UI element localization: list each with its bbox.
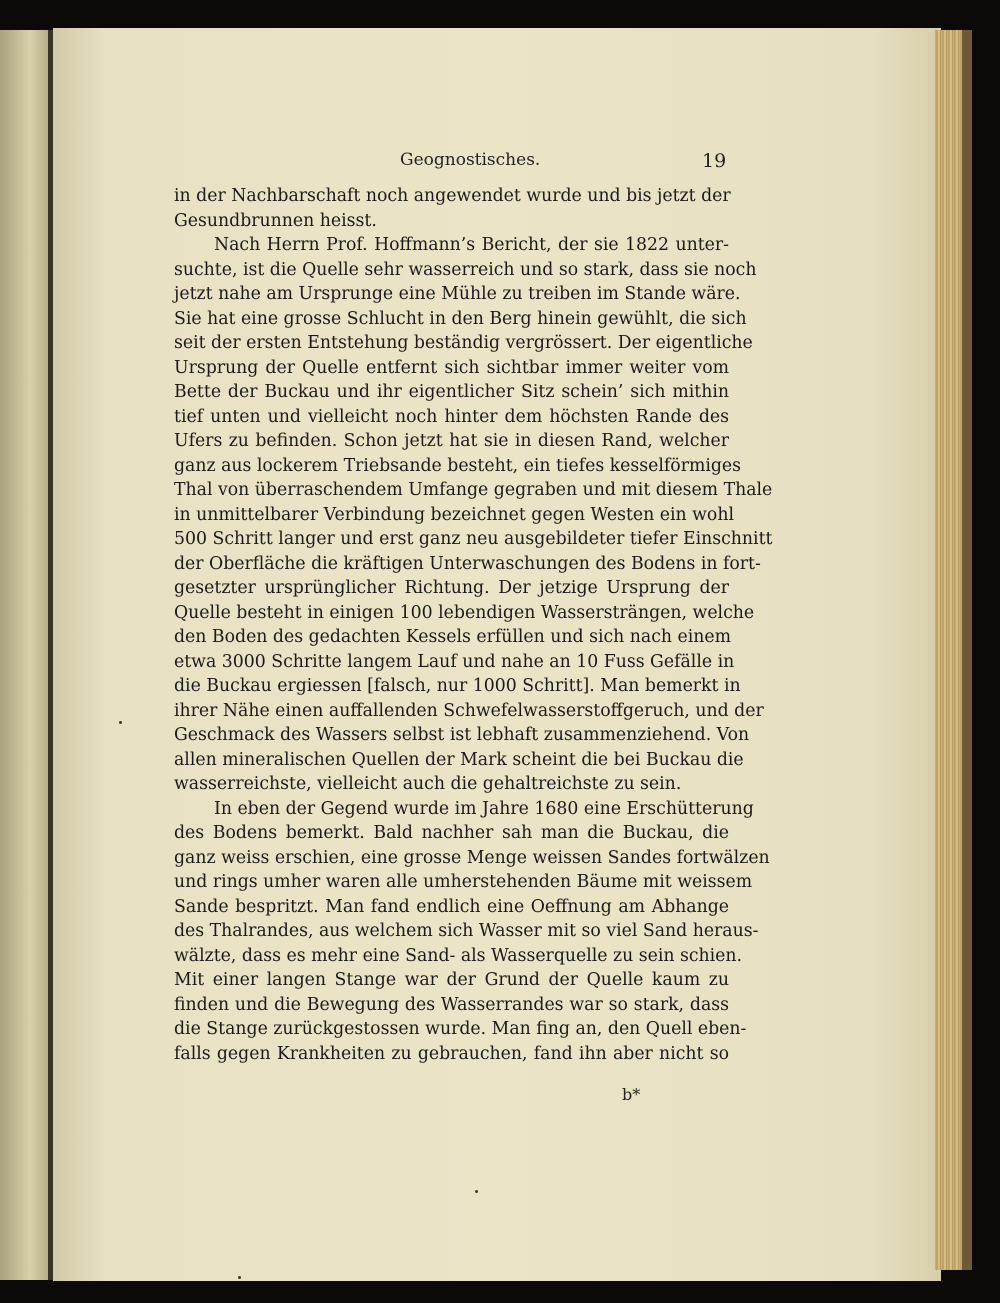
speck <box>119 721 122 724</box>
text-line: in der Nachbarschaft noch angewendet wurde und bis jetzt der <box>174 186 731 206</box>
text-line: falls gegen Krankheiten zu gebrauchen, fand ihn aber nicht so <box>174 1043 729 1064</box>
page-number: 19 <box>702 150 727 172</box>
page-block-edges <box>935 30 965 1270</box>
text-line: finden und die Bewegung des Wasserrandes war so stark, dass <box>174 994 729 1015</box>
text-line: Ufers zu befinden. Schon jetzt hat sie in diesen Rand, welcher <box>174 431 729 451</box>
text-line: Sie hat eine grosse Schlucht in den Berg hinein gewühlt, die sich <box>174 308 747 329</box>
facing-page-edge <box>0 30 50 1280</box>
text-line: der Oberfläche die kräftigen Unterwaschungen des Bodens in fort- <box>174 553 761 574</box>
signature-mark: b* <box>622 1085 641 1104</box>
text-line: die Stange zurückgestossen wurde. Man fing an, den Quell eben- <box>174 1019 747 1039</box>
book-cover-edge <box>962 30 972 1270</box>
text-line: Nach Herrn Prof. Hoffmann’s Bericht, der sie 1822 unter- <box>214 235 729 255</box>
text-line: in unmittelbarer Verbindung bezeichnet gegen Westen ein wohl <box>174 504 734 525</box>
text-line: suchte, ist die Quelle sehr wasserreich und so stark, dass sie noch <box>174 259 757 280</box>
text-line: wälzte, dass es mehr eine Sand- als Wasserquelle zu sein schien. <box>174 945 743 966</box>
text-line: In eben der Gegend wurde im Jahre 1680 eine Erschütterung <box>214 798 754 819</box>
text-line: Quelle besteht in einigen 100 lebendigen Wassersträngen, welche <box>174 602 755 623</box>
speck <box>238 1276 241 1279</box>
text-line: und rings umher waren alle umherstehenden Bäume mit weissem <box>174 872 753 892</box>
text-line: ganz aus lockerem Triebsande besteht, ein tiefes kesselförmiges <box>174 455 742 476</box>
text-line: allen mineralischen Quellen der Mark scheint die bei Buckau die <box>174 749 744 770</box>
text-line: jetzt nahe am Ursprunge eine Mühle zu treiben im Stande wäre. <box>174 284 741 304</box>
text-line: den Boden des gedachten Kessels erfüllen und sich nach einem <box>174 627 732 647</box>
text-line: tief unten und vielleicht noch hinter dem höchsten Rande des <box>174 406 729 427</box>
text-line: Sande bespritzt. Man fand endlich eine Oeffnung am Abhange <box>174 896 729 917</box>
running-title: Geognostisches. <box>400 150 541 170</box>
text-line: 500 Schritt langer und erst ganz neu ausgebildeter tiefer Einschnitt <box>174 529 773 549</box>
text-line: des Thalrandes, aus welchem sich Wasser mit so viel Sand heraus- <box>174 921 759 941</box>
text-line: wasserreichste, vielleicht auch die gehaltreichste zu sein. <box>174 774 682 794</box>
text-line: gesetzter ursprünglicher Richtung. Der jetzige Ursprung der <box>174 578 729 598</box>
speck <box>475 1190 478 1193</box>
text-line: des Bodens bemerkt. Bald nachher sah man die Buckau, die <box>174 823 729 843</box>
text-line: ihrer Nähe einen auffallenden Schwefelwasserstoffgeruch, und der <box>174 700 764 721</box>
text-line: Bette der Buckau und ihr eigentlicher Sitz schein’ sich mithin <box>174 382 729 402</box>
text-line: Geschmack des Wassers selbst ist lebhaft zusammenziehend. Von <box>174 725 750 745</box>
text-line: Thal von überraschendem Umfange gegraben und mit diesem Thale <box>174 480 773 500</box>
text-line: seit der ersten Entstehung beständig vergrössert. Der eigentliche <box>174 333 753 353</box>
text-line: ganz weiss erschien, eine grosse Menge weissen Sandes fortwälzen <box>174 847 770 868</box>
text-line: Mit einer langen Stange war der Grund der Quelle kaum zu <box>174 970 729 990</box>
text-line: die Buckau ergiessen [falsch, nur 1000 Schritt]. Man bemerkt in <box>174 676 741 696</box>
text-line: Gesundbrunnen heisst. <box>174 210 377 231</box>
body-text <box>174 184 773 1066</box>
text-line: Ursprung der Quelle entfernt sich sichtbar immer weiter vom <box>174 357 729 378</box>
text-line: etwa 3000 Schritte langem Lauf und nahe an 10 Fuss Gefälle in <box>174 651 735 672</box>
